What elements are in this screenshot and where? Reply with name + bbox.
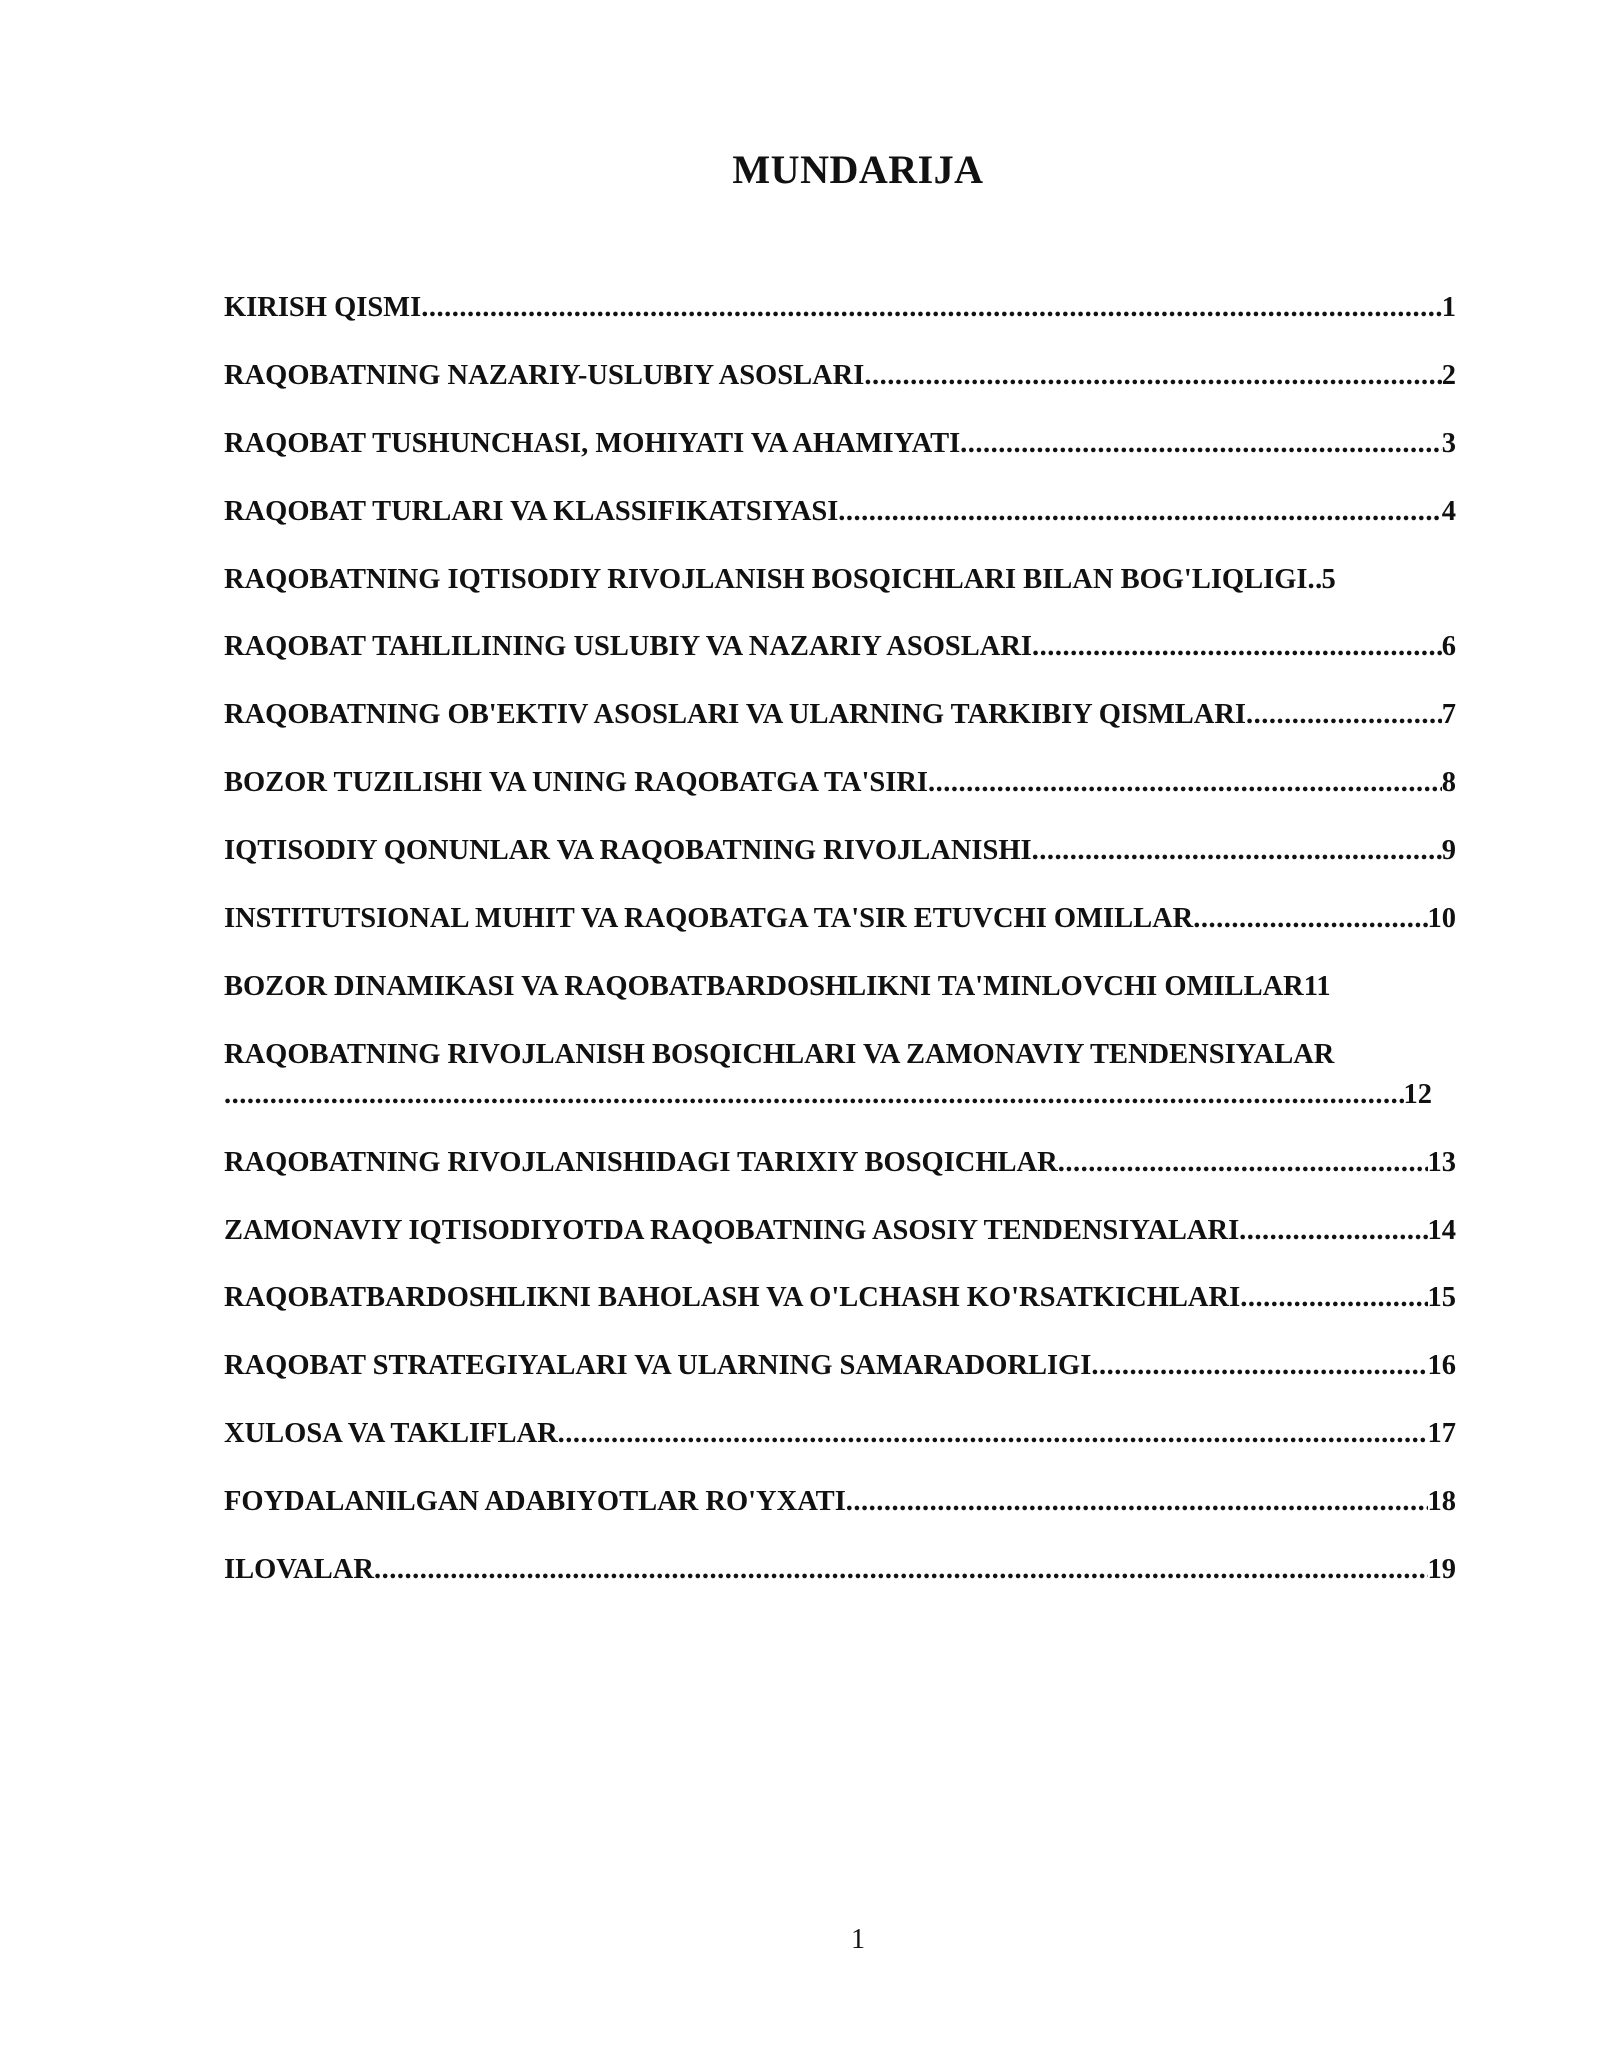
page-title: MUNDARIJA bbox=[732, 147, 984, 192]
toc-dot-leader bbox=[1032, 627, 1442, 667]
toc-entry-label: KIRISH QISMI bbox=[224, 292, 422, 323]
toc-entry-label: RAQOBATNING RIVOJLANISH BOSQICHLARI VA ZAMONAVIY TENDENSIYALAR bbox=[224, 1038, 1335, 1070]
toc-entry[interactable] bbox=[224, 1550, 1456, 1590]
toc-entry-page: 5 bbox=[1321, 563, 1336, 595]
toc-entry[interactable] bbox=[224, 1278, 1456, 1318]
toc-entry-label: ILOVALAR bbox=[224, 1554, 374, 1586]
toc-entry[interactable] bbox=[224, 763, 1456, 803]
toc-dot-leader bbox=[928, 763, 1442, 803]
toc-entry[interactable] bbox=[224, 356, 1456, 396]
toc-entry-label: RAQOBATNING IQTISODIY RIVOJLANISH BOSQICHLARI BILAN BOG'LIQLIGI bbox=[224, 563, 1308, 595]
toc-entry-label: XULOSA VA TAKLIFLAR bbox=[224, 1418, 558, 1450]
toc-entry-page: 1 bbox=[1441, 292, 1456, 323]
toc-dot-leader bbox=[374, 1550, 1428, 1590]
toc-entry-page: 3 bbox=[1441, 427, 1456, 459]
toc-entry[interactable] bbox=[224, 967, 1456, 1007]
toc-entry[interactable] bbox=[224, 695, 1456, 735]
toc-entry-label: RAQOBAT TUSHUNCHASI, MOHIYATI VA AHAMIYATI bbox=[224, 427, 961, 459]
toc-entry-label: RAQOBAT TURLARI VA KLASSIFIKATSIYASI bbox=[224, 495, 839, 527]
toc-dot-leader bbox=[1032, 831, 1442, 871]
toc-dot-leader bbox=[1193, 899, 1427, 939]
toc-entry-page: 13 bbox=[1427, 1146, 1456, 1178]
toc-entry-label: RAQOBAT TAHLILINING USLUBIY VA NAZARIY ASOSLARI bbox=[224, 631, 1032, 663]
toc-dot-leader bbox=[1239, 1211, 1427, 1251]
toc-entry-label: ZAMONAVIY IQTISODIYOTDA RAQOBATNING ASOSIY TENDENSIYALARI bbox=[224, 1214, 1240, 1246]
table-of-contents bbox=[224, 288, 1456, 1618]
toc-entry-page: 19 bbox=[1427, 1554, 1456, 1586]
toc-entry[interactable] bbox=[224, 1414, 1456, 1454]
toc-entry-page: 7 bbox=[1441, 699, 1456, 731]
toc-entry-page: 9 bbox=[1441, 835, 1456, 867]
toc-entry-label: FOYDALANILGAN ADABIYOTLAR RO'YXATI bbox=[224, 1486, 846, 1518]
toc-entry[interactable] bbox=[224, 627, 1456, 667]
toc-dot-leader bbox=[846, 1482, 1428, 1522]
toc-entry-label: RAQOBATBARDOSHLIKNI BAHOLASH VA O'LCHASH KO'RSATKICHLARI bbox=[224, 1282, 1241, 1314]
toc-dot-leader bbox=[960, 424, 1442, 464]
toc-dot-leader bbox=[421, 288, 1442, 328]
toc-entry[interactable] bbox=[224, 1482, 1456, 1522]
toc-entry[interactable] bbox=[224, 899, 1456, 939]
toc-entry-label: RAQOBATNING NAZARIY-USLUBIY ASOSLARI bbox=[224, 359, 865, 391]
toc-entry[interactable] bbox=[224, 1035, 1456, 1115]
toc-entry-label: BOZOR TUZILISHI VA UNING RAQOBATGA TA'SIRI bbox=[224, 767, 929, 799]
toc-entry-label: RAQOBATNING OB'EKTIV ASOSLARI VA ULARNING TARKIBIY QISMLARI bbox=[224, 699, 1247, 731]
toc-dot-leader bbox=[1240, 1278, 1427, 1318]
toc-entry-label: IQTISODIY QONUNLAR VA RAQOBATNING RIVOJLANISHI bbox=[224, 835, 1032, 867]
toc-entry-page: 16 bbox=[1427, 1350, 1456, 1382]
toc-dot-leader bbox=[1307, 560, 1321, 600]
toc-entry-label: BOZOR DINAMIKASI VA RAQOBATBARDOSHLIKNI TA'MINLOVCHI OMILLAR bbox=[224, 970, 1304, 1002]
toc-entry-label: RAQOBAT STRATEGIYALARI VA ULARNING SAMARADORLIGI bbox=[224, 1350, 1092, 1382]
toc-dot-leader bbox=[1246, 695, 1442, 735]
toc-entry[interactable] bbox=[224, 288, 1456, 328]
toc-dot-leader bbox=[558, 1414, 1428, 1454]
toc-entry[interactable] bbox=[224, 831, 1456, 871]
toc-dot-leader bbox=[224, 1075, 1404, 1115]
toc-entry-page: 11 bbox=[1303, 970, 1331, 1002]
toc-entry[interactable] bbox=[224, 1143, 1456, 1183]
toc-entry-page: 12 bbox=[1403, 1078, 1432, 1110]
toc-entry-label: INSTITUTSIONAL MUHIT VA RAQOBATGA TA'SIR ETUVCHI OMILLAR bbox=[224, 903, 1194, 935]
toc-entry-page: 15 bbox=[1427, 1282, 1456, 1314]
page-number: 1 bbox=[851, 1924, 865, 1955]
toc-entry[interactable] bbox=[224, 492, 1456, 532]
toc-entry-page: 8 bbox=[1441, 767, 1456, 799]
toc-entry-page: 4 bbox=[1441, 495, 1456, 527]
toc-entry[interactable] bbox=[224, 560, 1456, 600]
toc-entry[interactable] bbox=[224, 1211, 1456, 1251]
toc-entry[interactable] bbox=[224, 1346, 1456, 1386]
toc-entry-page: 18 bbox=[1427, 1486, 1456, 1518]
toc-dot-leader bbox=[1058, 1143, 1428, 1183]
toc-entry-label: RAQOBATNING RIVOJLANISHIDAGI TARIXIY BOSQICHLAR bbox=[224, 1146, 1058, 1178]
toc-entry-page: 17 bbox=[1427, 1418, 1456, 1450]
toc-dot-leader bbox=[1091, 1346, 1427, 1386]
toc-entry-page: 14 bbox=[1427, 1214, 1456, 1246]
toc-entry-page: 6 bbox=[1441, 631, 1456, 663]
toc-entry-page: 10 bbox=[1427, 903, 1456, 935]
toc-entry-page: 2 bbox=[1441, 359, 1456, 391]
toc-dot-leader bbox=[864, 356, 1441, 396]
toc-dot-leader bbox=[838, 492, 1441, 532]
toc-entry[interactable] bbox=[224, 424, 1456, 464]
